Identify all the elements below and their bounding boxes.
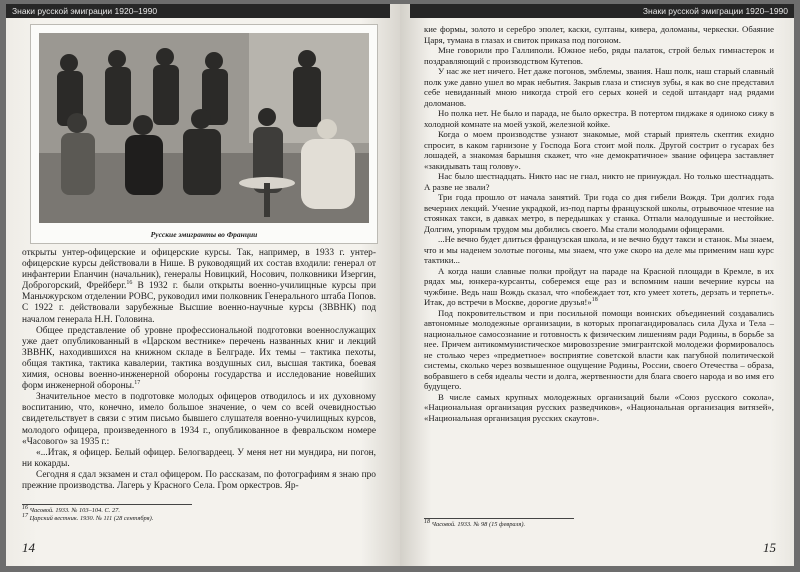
footnote: $^{18}$ Часовой. 1933. № 98 (15 февраля). <box>424 518 526 528</box>
paragraph: Когда о моем производстве узнают знакомые, мой старый приятель скептик ехидно спросит, в каком гарнизоне у Господа Бога стоит мой полк. Другой сострит о гусарах без лошадей, а знакомая барышня скажет, что «не демократичное» звание офицера заставляет «закидывать тащ голову». <box>424 129 774 171</box>
book-spread <box>6 4 794 566</box>
page-number-right: 15 <box>763 540 776 555</box>
right-page <box>400 4 794 566</box>
paragraph: Нас было шестнадцать. Никто нас не гнал, никто не принуждал. Но только шестнадцать. А разве не звали? <box>424 171 774 192</box>
paragraph: Но полка нет. Не было и парада, не было оркестра. В потертом пиджаке я одиноко сижу в холодной комнате на моей узкой, железной койке. <box>424 108 774 129</box>
paragraph: Значительное место в подготовке молодых офицеров отводилось и их духовному воспитанию, что, конечно, имело большое значение, о чем со всей очевидностью свидетельствует в связи с этим письмо бывшего слушателя военно-училищных курсов, молодого офицера, произведенного в 1934 г., опубликованное в февральском номере «Часового» за 1935 г.: <box>22 392 376 447</box>
right-footnotes <box>424 518 574 529</box>
paragraph: Три года прошло от начала занятий. Три года со дня гибели Вождя. Три долгих года вечерних лекций. Учение украдкой, из-под парты французской школы, отрывочное чтение на стоянках такси, в давках метро, в передышках у станка. Отпали малодушные и нестойкие. Долгим, упорным трудом мы добились своего. Мы стали молодыми офицерами. <box>424 192 774 234</box>
paragraph: открыты унтер-офицерские и офицерские курсы. Так, например, в 1933 г. унтер-офицерские курсы действовали в Нише. В руководящий их состав входили: генерал от инфантерии Епанчин (начальник), генералы Новицкий, Носович, полковники Изергин, Доброгорский, Фрейберг.$^{16}$ В 1932 г. были открыты военно-училищные курсы при Маньчжурском отделении РОВС, руководил ими полковник Генерального штаба Попов. С 1922 г. действовали зарубежные Высшие военно-научные курсы (ЗВВНК) под началом генерала Н.Н. Головина. <box>22 248 377 325</box>
paragraph: Сегодня я сдал экзамен и стал офицером. По рассказам, по фотографиям я знаю про прежние производства. Лагерь у Красного Села. Гром оркестров. Яр- <box>22 469 376 491</box>
paragraph: В числе самых крупных молодежных организаций были «Союз русского сокола», «Национальная организация русских разведчиков», «Национальная организация витязей», «Национальная организация русских скаутов». <box>424 391 774 423</box>
left-page <box>6 4 400 566</box>
paragraph: ...Не вечно будет длиться французская школа, и не вечно будут такси и станок. Мы знаем, что и мы наденем золотые погоны, мы знаем, что уже скоро на деле мы применим наш курс тактики... <box>424 234 774 265</box>
paragraph: Под покровительством и при посильной помощи воинских объединений создавались автономные молодежные организации, в которых пропагандировалась сила Духа и Тела – национальное самосознание и готовность к физическим лишениям ради Родины, в борьбе за нее. Причем антикоммунистическое мировоззрение эмигрантской молодежи формировалось не столько через «предметное» восприятие советской власти как пагубной политической системы, сколько через возвышенное ощущение Родины, России, своего Отечества – образа, вобравшего в себя идеалы чести и долга, жертвенности для блага своего народа и во имя его будущего. <box>424 307 774 391</box>
paragraph: А когда наши славные полки пройдут на параде на Красной площади в Кремле, в их рядах мы, юнкера-курсанты, соберемся еще раз и вспомним наши вечерние курсы на чужбине. Ведь наш Вождь сказал, что «побеждает тот, кто умеет хотеть, дерзать и терпеть». Итак, до встречи в Москве, дорогие друзья!»$^{18}$ <box>424 265 774 307</box>
footnote: $^{16}$ Часовой. 1933. № 103–104. С. 27. <box>22 504 120 514</box>
left-footnotes <box>22 504 192 523</box>
running-header-left: Знаки русской эмиграции 1920–1990 <box>6 4 390 18</box>
page-number-left: 14 <box>22 540 35 555</box>
photo-frame <box>30 24 378 244</box>
paragraph: Общее представление об уровне профессиональной подготовки военнослужащих уже дает опубликованный в «Царском вестнике» перечень названных книг и лекций ЗВВНК, находившихся на книжном складе в Белграде. Их темы – тактика пехоты, общая тактика, тактика кавалерии, тактика воздушных сил, высшая тактика, боевая химия, основы военно-инженерной обороны государства и исследование новейших форм инженерной обороны.$^{17}$ <box>22 325 376 392</box>
footnote: $^{17}$ Царский вестник. 1930. № 111 (28 сентября). <box>22 512 154 522</box>
paragraph: Мне говорили про Галлиполи. Южное небо, ряды палаток, строй белых гимнастерок и поздравляющий с производством Кутепов. <box>424 45 774 66</box>
running-header-right: Знаки русской эмиграции 1920–1990 <box>410 4 794 18</box>
group-photo <box>39 33 369 223</box>
left-body-text <box>22 248 376 492</box>
photo-caption: Русские эмигранты во Франции <box>150 230 258 239</box>
paragraph: кие формы, золото и серебро эполет, каски, султаны, кивера, доломаны, черкески. Обаяние Царя, тумана в глазах и свиток приказа под погоном. <box>424 24 774 45</box>
paragraph: У нас же нет ничего. Нет даже погонов, эмблемы, звания. Наш полк, наш старый славный полк уже давно ушел во мрак небытия. Закрыв глаза и стиснув зубы, я как во сне представил себе невиданный мною никогда строй его серых коней и седой штандарт над рядами доломанов. <box>424 66 774 108</box>
group-photo-illustration <box>39 33 369 223</box>
right-body-text <box>424 24 774 423</box>
paragraph: «...Итак, я офицер. Белый офицер. Белогвардеец. У меня нет ни мундира, ни погон, ни кокарды. <box>22 447 376 469</box>
